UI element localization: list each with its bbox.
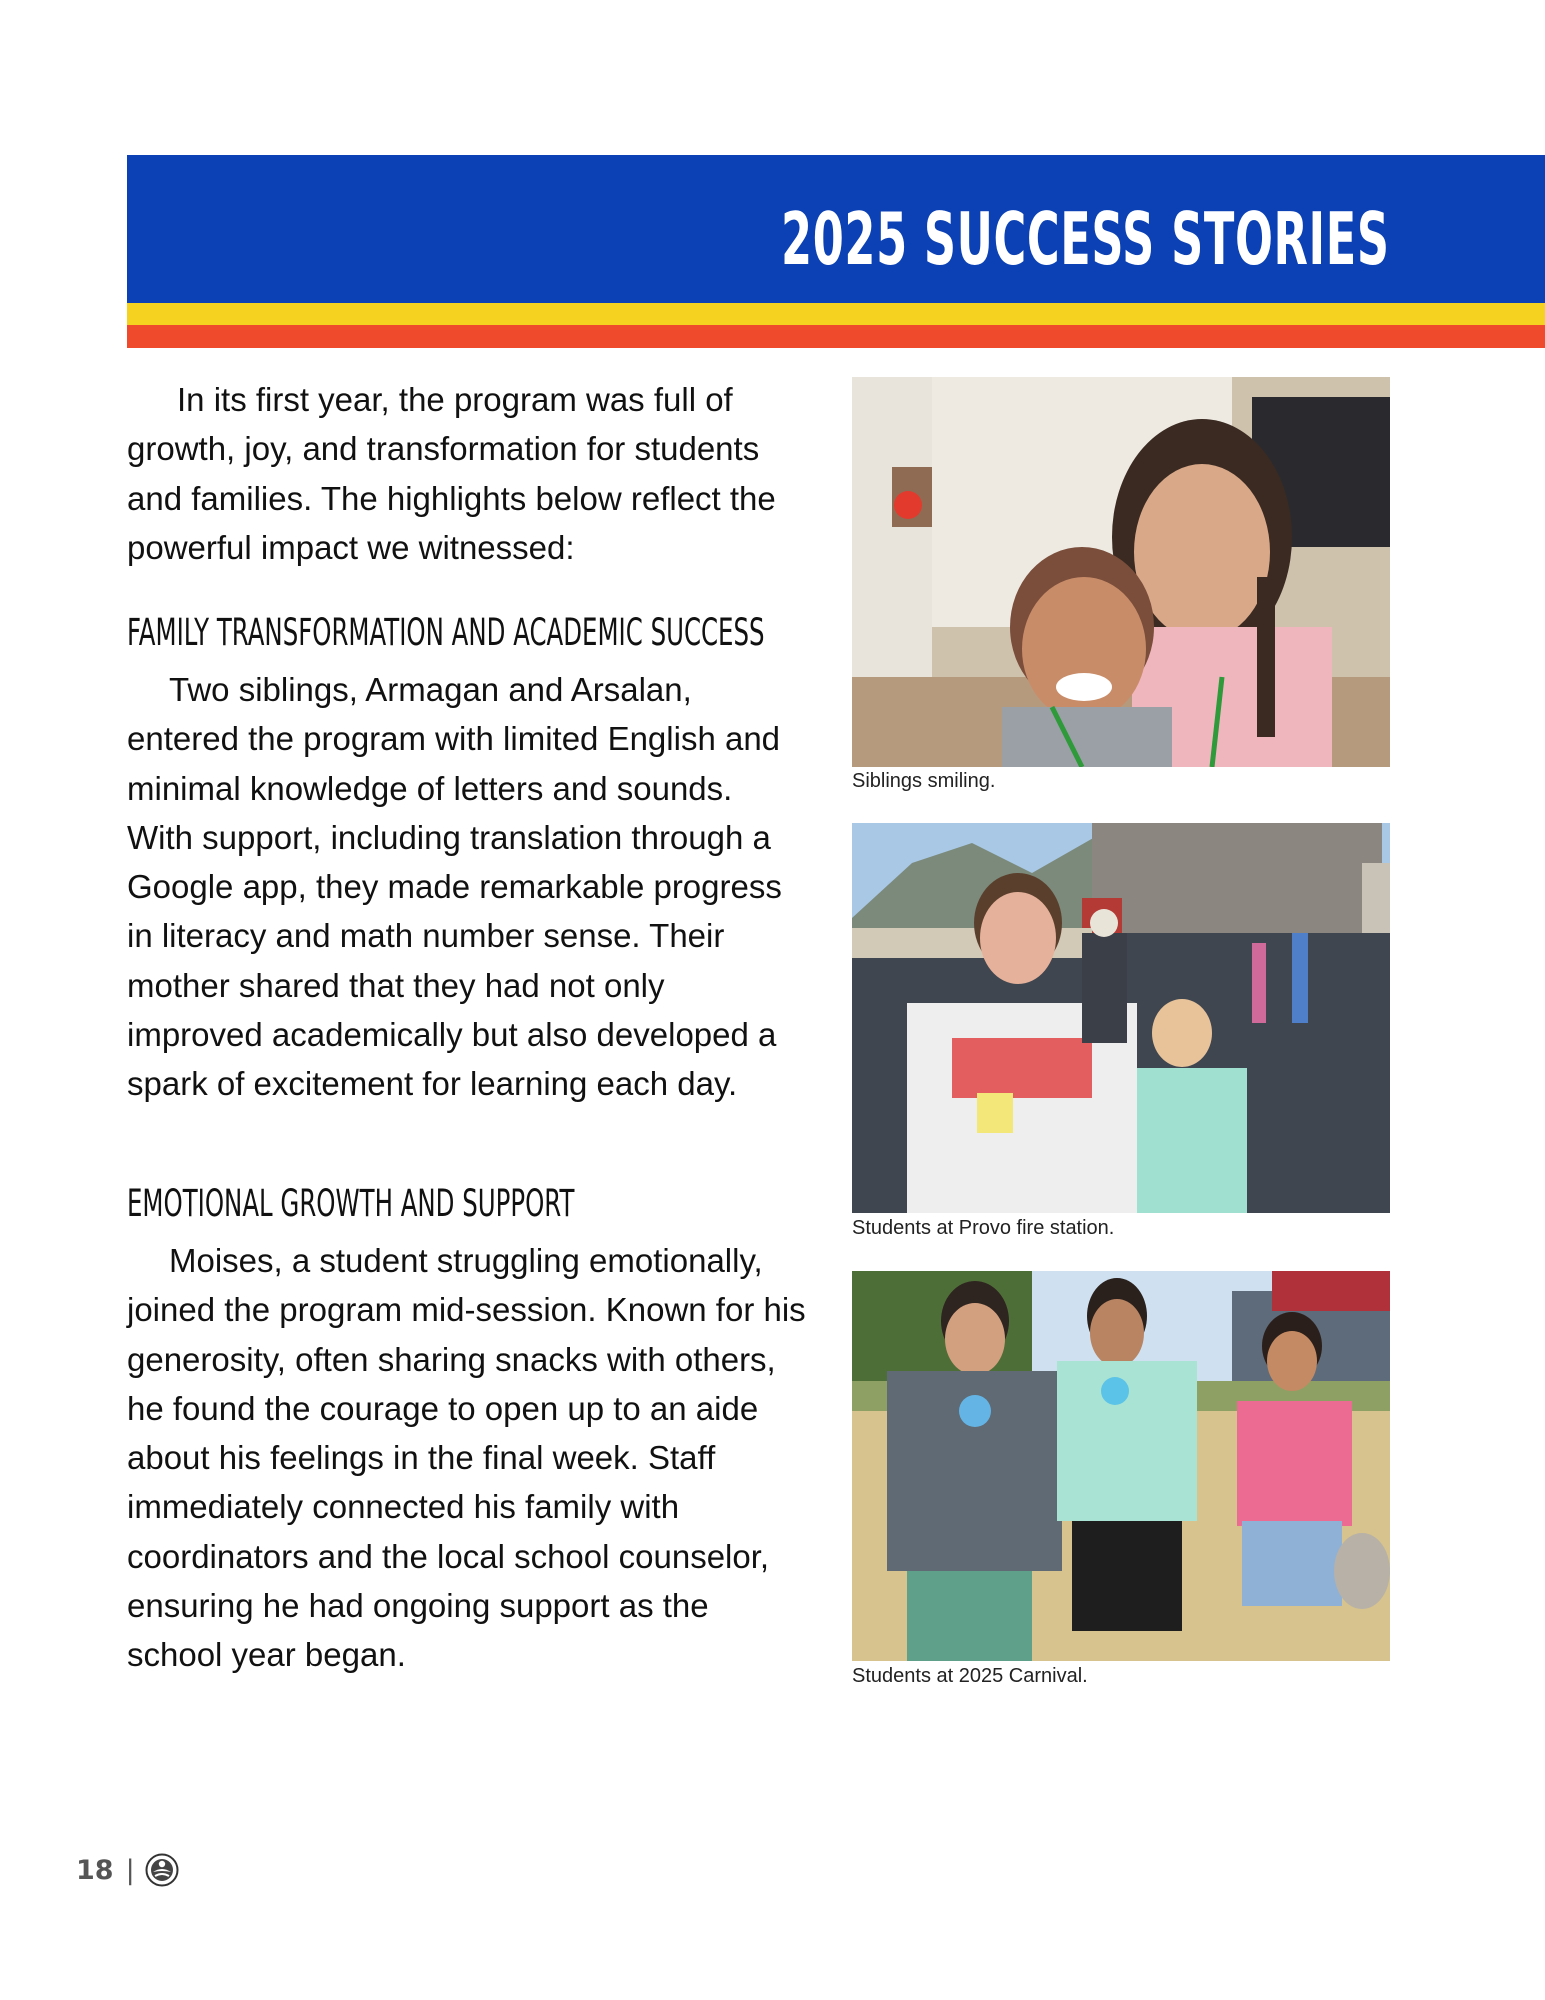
banner-red-stripe: [127, 325, 1545, 348]
section-heading-emotional: EMOTIONAL GROWTH AND SUPPORT: [127, 1182, 575, 1225]
footer-separator: |: [125, 1854, 135, 1886]
photo-siblings-caption: Siblings smiling.: [852, 770, 996, 792]
header-banner: [127, 155, 1545, 348]
photo-siblings: [852, 377, 1390, 767]
photo-fire-station-image: [852, 823, 1390, 1213]
section-body-family: Two siblings, Armagan and Arsalan, entered the program with limited English and minimal knowledge of letters and sounds. With support, including translation through a Google app, they made remarkable progress in literacy and math number sense. Their mother shared that they had not only improved academically but also developed a spark of excitement for learning each day.: [127, 671, 782, 1103]
photo-carnival: [852, 1271, 1390, 1661]
photo-fire-station-caption: Students at Provo fire station.: [852, 1217, 1115, 1239]
photo-fire-station: [852, 823, 1390, 1213]
photo-carnival-caption: Students at 2025 Carnival.: [852, 1665, 1088, 1687]
section-heading-family: FAMILY TRANSFORMATION AND ACADEMIC SUCCESS: [127, 611, 765, 654]
banner-yellow-stripe: [127, 303, 1545, 325]
page-number: 18: [76, 1854, 114, 1886]
page-footer: [76, 1850, 179, 1890]
page-title: 2025 SUCCESS STORIES: [781, 197, 1390, 281]
photo-carnival-image: [852, 1271, 1390, 1661]
intro-paragraph: In its first year, the program was full of growth, joy, and transformation for students and families. The highlights below reflect the powerful impact we witnessed:: [127, 381, 776, 566]
photo-siblings-image: [852, 377, 1390, 767]
organization-logo-icon: [145, 1853, 179, 1887]
section-body-emotional: Moises, a student struggling emotionally, joined the program mid-session. Known for his generosity, often sharing snacks with others, he found the courage to open up to an aide about his feelings in the final week. Staff immediately connected his family with coordinators and the local school counselor, ensuring he had ongoing support as the school year began.: [127, 1242, 806, 1674]
